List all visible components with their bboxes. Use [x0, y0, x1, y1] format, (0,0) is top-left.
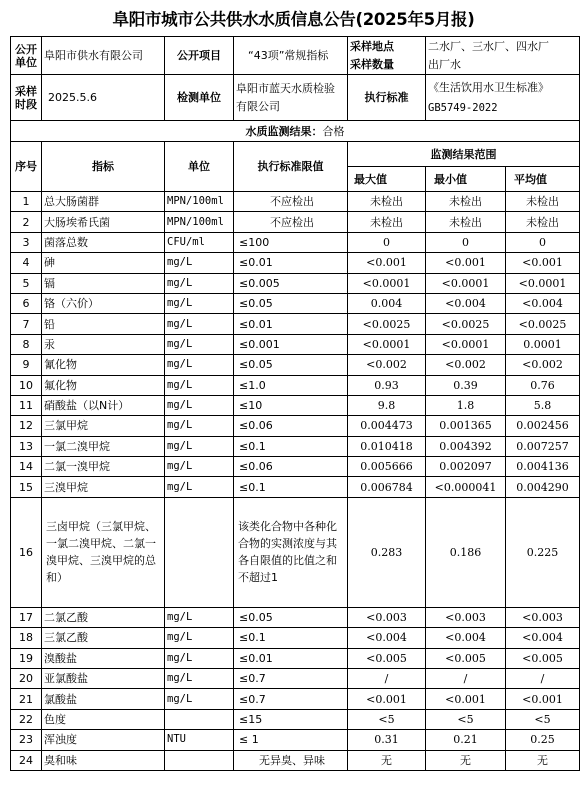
table-row [11, 457, 580, 477]
qty-label: 采样数量 [350, 57, 394, 71]
result-value: 合格 [322, 124, 345, 138]
row-limit: ≤0.7 [234, 689, 348, 709]
row-limit: ≤0.1 [234, 436, 348, 456]
header-avg: 平均值 [506, 167, 580, 192]
row-no: 8 [11, 334, 42, 354]
site-qty-values [426, 37, 580, 75]
table-row [11, 730, 580, 750]
row-no: 23 [11, 730, 42, 750]
table-row [11, 375, 580, 395]
row-indicator: 二氯乙酸 [42, 607, 165, 627]
row-min: <0.0001 [426, 334, 506, 354]
row-no: 12 [11, 416, 42, 436]
row-indicator: 亚氯酸盐 [42, 669, 165, 689]
row-indicator: 铅 [42, 314, 165, 334]
row-min: <0.004 [426, 628, 506, 648]
row-limit: 不应检出 [234, 212, 348, 232]
row-min: <0.0001 [426, 273, 506, 293]
result-cell [11, 121, 580, 142]
header-min: 最小值 [426, 167, 506, 192]
row-avg: <0.003 [506, 607, 580, 627]
row-indicator: 铬（六价） [42, 293, 165, 313]
header-unit: 单位 [165, 142, 234, 192]
table-row [11, 232, 580, 252]
row-avg: 未检出 [506, 192, 580, 212]
row-limit: ≤0.01 [234, 253, 348, 273]
table-row [11, 436, 580, 456]
row-no: 3 [11, 232, 42, 252]
row-min: 0.39 [426, 375, 506, 395]
row-indicator: 氯酸盐 [42, 689, 165, 709]
result-label: 水质监测结果： [245, 124, 323, 138]
row-min: <5 [426, 709, 506, 729]
row-no: 1 [11, 192, 42, 212]
row-min: <0.0025 [426, 314, 506, 334]
row-min: / [426, 669, 506, 689]
row-min: 0.186 [426, 497, 506, 607]
row-avg: 0 [506, 232, 580, 252]
row-indicator: 臭和味 [42, 750, 165, 770]
row-no: 21 [11, 689, 42, 709]
table-row [11, 253, 580, 273]
table-row [11, 293, 580, 313]
result-row [11, 121, 580, 142]
row-unit: mg/L [165, 669, 234, 689]
row-min: <0.003 [426, 607, 506, 627]
header-indicator: 指标 [42, 142, 165, 192]
row-max: 未检出 [348, 212, 426, 232]
row-limit: ≤0.1 [234, 628, 348, 648]
row-no: 14 [11, 457, 42, 477]
row-no: 18 [11, 628, 42, 648]
row-unit: mg/L [165, 436, 234, 456]
header-row-1 [11, 142, 580, 167]
table-row [11, 497, 580, 607]
row-min: 1.8 [426, 395, 506, 415]
row-no: 10 [11, 375, 42, 395]
row-avg: 0.25 [506, 730, 580, 750]
item-label: 公开项目 [165, 37, 234, 75]
row-min: 未检出 [426, 192, 506, 212]
row-max: 9.8 [348, 395, 426, 415]
row-indicator: 氟化物 [42, 375, 165, 395]
row-unit: mg/L [165, 689, 234, 709]
row-limit: 无异臭、异味 [234, 750, 348, 770]
row-unit: mg/L [165, 253, 234, 273]
row-indicator: 一氯二溴甲烷 [42, 436, 165, 456]
row-avg: <5 [506, 709, 580, 729]
row-unit: mg/L [165, 355, 234, 375]
row-unit: mg/L [165, 273, 234, 293]
row-min: 0.21 [426, 730, 506, 750]
site-label: 采样地点 [350, 39, 394, 53]
time-label: 采样时段 [11, 75, 42, 121]
row-max: <0.001 [348, 253, 426, 273]
row-min: <0.000041 [426, 477, 506, 497]
std-value-2: GB5749-2022 [428, 101, 498, 114]
row-unit: mg/L [165, 395, 234, 415]
row-no: 16 [11, 497, 42, 607]
table-row [11, 669, 580, 689]
table-row [11, 395, 580, 415]
row-max: 0 [348, 232, 426, 252]
row-min: <0.005 [426, 648, 506, 668]
row-max: <0.0025 [348, 314, 426, 334]
site-value: 二水厂、三水厂、四水厂 [428, 39, 549, 53]
header-range: 监测结果范围 [348, 142, 580, 167]
row-unit: mg/L [165, 314, 234, 334]
row-min: 0.002097 [426, 457, 506, 477]
row-no: 4 [11, 253, 42, 273]
row-limit: ≤0.06 [234, 457, 348, 477]
row-no: 6 [11, 293, 42, 313]
row-unit [165, 750, 234, 770]
row-indicator: 三溴甲烷 [42, 477, 165, 497]
row-min: <0.004 [426, 293, 506, 313]
row-unit: mg/L [165, 293, 234, 313]
row-limit: ≤0.06 [234, 416, 348, 436]
header-limit: 执行标准限值 [234, 142, 348, 192]
row-avg: <0.0001 [506, 273, 580, 293]
row-max: <0.005 [348, 648, 426, 668]
table-row [11, 273, 580, 293]
table-row [11, 212, 580, 232]
row-max: <0.001 [348, 689, 426, 709]
row-avg: <0.001 [506, 253, 580, 273]
row-max: / [348, 669, 426, 689]
row-unit [165, 709, 234, 729]
row-max: 0.31 [348, 730, 426, 750]
table-row [11, 477, 580, 497]
row-max: 0.283 [348, 497, 426, 607]
row-max: <0.004 [348, 628, 426, 648]
row-limit: ≤0.7 [234, 669, 348, 689]
water-quality-table [10, 36, 580, 771]
row-min: 0.004392 [426, 436, 506, 456]
row-max: <0.002 [348, 355, 426, 375]
row-avg: 0.225 [506, 497, 580, 607]
row-unit: MPN/100ml [165, 212, 234, 232]
row-unit: NTU [165, 730, 234, 750]
row-indicator: 二氯一溴甲烷 [42, 457, 165, 477]
row-unit: mg/L [165, 416, 234, 436]
info-row-2 [11, 75, 580, 121]
row-max: <5 [348, 709, 426, 729]
unit-label: 公开单位 [11, 37, 42, 75]
row-avg: <0.005 [506, 648, 580, 668]
row-avg: 0.002456 [506, 416, 580, 436]
row-avg: <0.001 [506, 689, 580, 709]
row-limit: ≤0.05 [234, 293, 348, 313]
unit-value: 阜阳市供水有限公司 [42, 37, 165, 75]
row-avg: <0.0025 [506, 314, 580, 334]
row-limit: ≤0.1 [234, 477, 348, 497]
table-row [11, 334, 580, 354]
table-row [11, 416, 580, 436]
row-avg: 0.0001 [506, 334, 580, 354]
row-indicator: 三氯甲烷 [42, 416, 165, 436]
row-indicator: 三卤甲烷（三氯甲烷、一氯二溴甲烷、二氯一溴甲烷、三溴甲烷的总和） [42, 497, 165, 607]
row-limit: ≤100 [234, 232, 348, 252]
page-title: 阜阳市城市公共供水水质信息公告(2025年5月报) [112, 10, 475, 29]
row-max: <0.003 [348, 607, 426, 627]
row-unit: mg/L [165, 628, 234, 648]
time-value: 2025.5.6 [42, 75, 165, 121]
row-indicator: 溴酸盐 [42, 648, 165, 668]
row-no: 9 [11, 355, 42, 375]
row-avg: 0.004136 [506, 457, 580, 477]
row-no: 20 [11, 669, 42, 689]
row-indicator: 汞 [42, 334, 165, 354]
row-indicator: 硝酸盐（以N计） [42, 395, 165, 415]
row-indicator: 菌落总数 [42, 232, 165, 252]
row-no: 5 [11, 273, 42, 293]
row-no: 11 [11, 395, 42, 415]
info-row-1 [11, 37, 580, 75]
item-value: “43项”常规指标 [234, 37, 348, 75]
row-indicator: 总大肠菌群 [42, 192, 165, 212]
row-min: <0.001 [426, 253, 506, 273]
row-max: 0.93 [348, 375, 426, 395]
header-no: 序号 [11, 142, 42, 192]
row-indicator: 大肠埃希氏菌 [42, 212, 165, 232]
row-min: 0 [426, 232, 506, 252]
row-limit: ≤0.05 [234, 355, 348, 375]
row-unit [165, 497, 234, 607]
table-row [11, 192, 580, 212]
row-avg: <0.004 [506, 293, 580, 313]
row-no: 13 [11, 436, 42, 456]
table-row [11, 607, 580, 627]
table-row [11, 750, 580, 770]
row-limit: 不应检出 [234, 192, 348, 212]
row-min: 无 [426, 750, 506, 770]
row-max: 无 [348, 750, 426, 770]
row-limit: ≤0.001 [234, 334, 348, 354]
row-limit: 该类化合物中各种化合物的实测浓度与其各自限值的比值之和不超过1 [234, 497, 348, 607]
row-max: 0.005666 [348, 457, 426, 477]
row-unit: mg/L [165, 607, 234, 627]
std-value-1: 《生活饮用水卫生标准》 [428, 80, 549, 94]
table-row [11, 314, 580, 334]
row-unit: mg/L [165, 375, 234, 395]
header-max: 最大值 [348, 167, 426, 192]
row-indicator: 氰化物 [42, 355, 165, 375]
row-limit: ≤10 [234, 395, 348, 415]
row-unit: mg/L [165, 477, 234, 497]
row-unit: mg/L [165, 457, 234, 477]
row-indicator: 镉 [42, 273, 165, 293]
row-avg: 0.004290 [506, 477, 580, 497]
row-max: 0.010418 [348, 436, 426, 456]
row-max: 0.004473 [348, 416, 426, 436]
row-limit: ≤0.01 [234, 648, 348, 668]
row-min: 未检出 [426, 212, 506, 232]
row-indicator: 浑浊度 [42, 730, 165, 750]
row-unit: MPN/100ml [165, 192, 234, 212]
row-avg: <0.004 [506, 628, 580, 648]
row-max: 0.006784 [348, 477, 426, 497]
table-row [11, 628, 580, 648]
std-label: 执行标准 [348, 75, 426, 121]
row-avg: 5.8 [506, 395, 580, 415]
row-indicator: 砷 [42, 253, 165, 273]
site-qty-labels [348, 37, 426, 75]
row-max: <0.0001 [348, 334, 426, 354]
qty-value: 出厂水 [428, 57, 461, 71]
row-unit: mg/L [165, 334, 234, 354]
row-no: 7 [11, 314, 42, 334]
row-unit: CFU/ml [165, 232, 234, 252]
row-min: <0.002 [426, 355, 506, 375]
row-no: 15 [11, 477, 42, 497]
row-limit: ≤15 [234, 709, 348, 729]
row-limit: ≤ 1 [234, 730, 348, 750]
table-row [11, 355, 580, 375]
row-indicator: 三氯乙酸 [42, 628, 165, 648]
row-limit: ≤0.05 [234, 607, 348, 627]
table-row [11, 648, 580, 668]
row-avg: 0.76 [506, 375, 580, 395]
table-row [11, 709, 580, 729]
row-avg: <0.002 [506, 355, 580, 375]
row-unit: mg/L [165, 648, 234, 668]
row-no: 22 [11, 709, 42, 729]
row-limit: ≤1.0 [234, 375, 348, 395]
lab-value: 阜阳市蓝天水质检验有限公司 [234, 75, 348, 121]
row-limit: ≤0.01 [234, 314, 348, 334]
row-no: 17 [11, 607, 42, 627]
lab-label: 检测单位 [165, 75, 234, 121]
row-limit: ≤0.005 [234, 273, 348, 293]
row-no: 2 [11, 212, 42, 232]
row-avg: 无 [506, 750, 580, 770]
row-max: <0.0001 [348, 273, 426, 293]
row-min: 0.001365 [426, 416, 506, 436]
row-avg: 未检出 [506, 212, 580, 232]
row-indicator: 色度 [42, 709, 165, 729]
row-no: 24 [11, 750, 42, 770]
std-values [426, 75, 580, 121]
row-no: 19 [11, 648, 42, 668]
row-max: 未检出 [348, 192, 426, 212]
table-row [11, 689, 580, 709]
row-avg: / [506, 669, 580, 689]
row-avg: 0.007257 [506, 436, 580, 456]
row-min: <0.001 [426, 689, 506, 709]
row-max: 0.004 [348, 293, 426, 313]
